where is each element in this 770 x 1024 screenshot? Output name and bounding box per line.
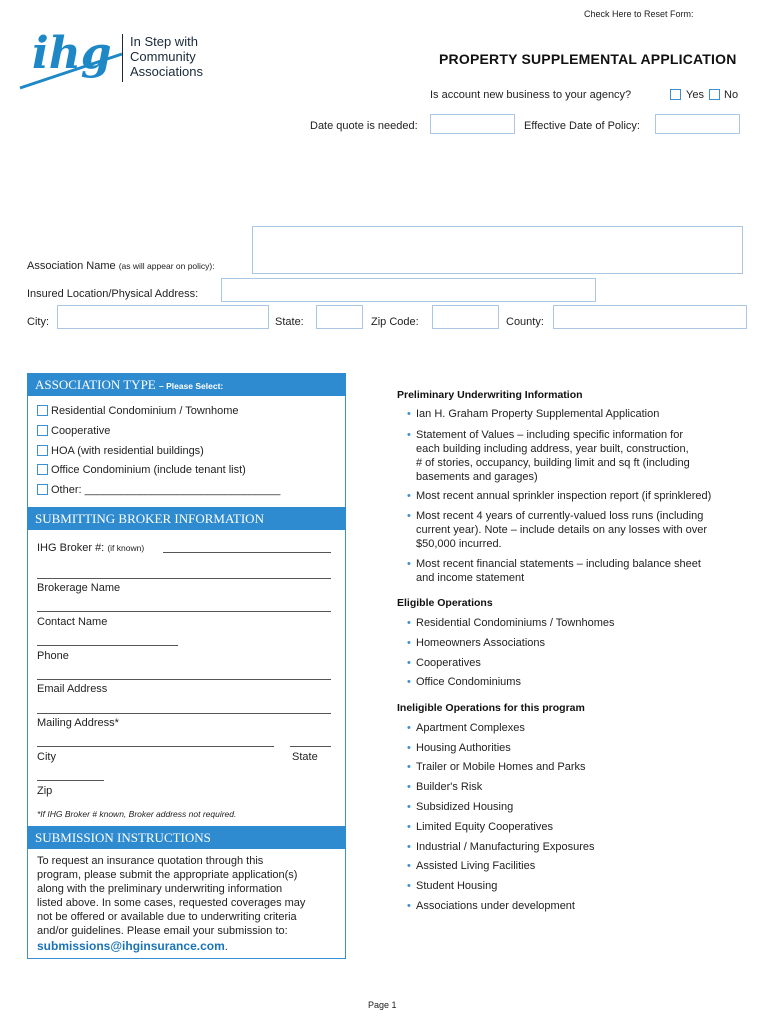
eligible-item-2: • Homeowners Associations [407,637,546,649]
prelim-item-5: • Most recent financial statements – including balance sheet and income statement [407,558,701,584]
broker-city-label: City [37,751,56,763]
association-name-note: (as will appear on policy): [118,261,215,271]
ineligible-item-6: • Limited Equity Cooperatives [407,821,553,833]
ineligible-item-9: • Student Housing [407,880,498,892]
type-office-checkbox[interactable] [37,464,48,475]
ineligible-item-8: • Assisted Living Facilities [407,860,536,872]
city-line[interactable] [37,746,274,747]
eligible-item-1: • Residential Condominiums / Townhomes [407,617,615,629]
contact-name-line[interactable] [37,611,331,612]
broker-heading: SUBMITTING BROKER INFORMATION [27,507,346,530]
date-quote-label: Date quote is needed: [310,120,418,132]
insured-location-label: Insured Location/Physical Address: [27,288,199,300]
brokerage-name-line[interactable] [37,578,331,579]
mailing-address-line[interactable] [37,713,331,714]
ineligible-item-10: • Associations under development [407,900,575,912]
ihg-logo [18,22,128,96]
reset-form-label[interactable]: Check Here to Reset Form: [584,9,694,19]
phone-label: Phone [37,650,69,662]
ineligible-item-5: • Subsidized Housing [407,801,514,813]
state-line[interactable] [290,746,331,747]
yes-label: Yes [686,89,704,101]
broker-number-label: IHG Broker #: (if known) [37,542,145,554]
state-label: State: [275,316,304,328]
submission-line-2: program, please submit the appropriate application(s) [37,869,298,881]
broker-zip-label: Zip [37,785,53,797]
logo-tagline-1: In Step with [130,34,198,49]
submission-email-link[interactable]: submissions@ihginsurance.com [37,939,225,953]
brokerage-name-label: Brokerage Name [37,582,121,594]
no-label: No [724,89,739,101]
prelim-item-1: • Ian H. Graham Property Supplemental Application [407,408,660,420]
broker-footnote: *If IHG Broker # known, Broker address not required. [37,809,237,819]
new-business-question: Is account new business to your agency? [430,89,632,101]
phone-line[interactable] [37,645,178,646]
type-cooperative-label: Cooperative [51,425,111,437]
type-other-label[interactable]: Other: ________________________________ [51,484,281,496]
submission-heading: SUBMISSION INSTRUCTIONS [27,826,346,849]
preliminary-heading: Preliminary Underwriting Information [397,389,583,401]
county-field[interactable] [553,305,747,329]
submission-line-4: listed above. In some cases, requested coverages may [37,897,306,909]
broker-state-label: State [292,751,318,763]
ineligible-item-7: • Industrial / Manufacturing Exposures [407,841,595,853]
type-office-label: Office Condominium (include tenant list) [51,464,246,476]
mailing-address-label: Mailing Address* [37,717,119,729]
eligible-heading: Eligible Operations [397,597,493,609]
type-hoa-checkbox[interactable] [37,445,48,456]
type-cooperative-checkbox[interactable] [37,425,48,436]
association-name-field[interactable] [252,226,743,274]
type-other-checkbox[interactable] [37,484,48,495]
prelim-item-2: • Statement of Values – including specific information for each building including address, year built, construction, # of stories, occupancy, building limit and sq ft (including basements and garages) [407,429,690,483]
city-field[interactable] [57,305,269,329]
ineligible-item-4: • Builder's Risk [407,781,483,793]
email-line[interactable] [37,679,331,680]
logo-tagline-2: Community [130,49,196,64]
logo-tagline-3: Associations [130,64,203,79]
broker-number-line[interactable] [163,552,331,553]
eligible-item-4: • Office Condominiums [407,676,521,688]
county-label: County: [506,316,544,328]
ineligible-item-1: • Apartment Complexes [407,722,525,734]
zip-line[interactable] [37,780,104,781]
insured-location-field[interactable] [221,278,596,302]
date-quote-field[interactable] [430,114,515,134]
email-label: Email Address [37,683,108,695]
contact-name-label: Contact Name [37,616,108,628]
new-business-no-checkbox[interactable] [709,89,720,100]
zip-field[interactable] [432,305,499,329]
submission-line-3: along with the preliminary underwriting information [37,883,283,895]
new-business-yes-checkbox[interactable] [670,89,681,100]
page-number: Page 1 [368,1000,397,1010]
logo-word: ihg [32,28,112,79]
state-field[interactable] [316,305,363,329]
association-type-heading: ASSOCIATION TYPE – Please Select: [27,373,346,396]
submission-line-6: and/or guidelines. Please email your submission to: [37,925,288,937]
eligible-item-3: • Cooperatives [407,657,481,669]
type-residential-label: Residential Condominium / Townhome [51,405,239,417]
submission-line-1: To request an insurance quotation through this [37,855,264,867]
logo-divider [122,34,123,82]
prelim-item-3: • Most recent annual sprinkler inspection report (if sprinklered) [407,490,712,502]
prelim-item-4: • Most recent 4 years of currently-valued loss runs (including current year). Note – include details on any losses with over $50,000 incurred. [407,510,708,550]
effective-date-label: Effective Date of Policy: [524,120,640,132]
ineligible-item-3: • Trailer or Mobile Homes and Parks [407,761,586,773]
submission-email-row: submissions@ihginsurance.com. [37,939,228,953]
ineligible-item-2: • Housing Authorities [407,742,511,754]
city-label: City: [27,316,49,328]
association-name-label: Association Name (as will appear on policy): [27,260,215,272]
type-hoa-label: HOA (with residential buildings) [51,445,204,457]
page-title: PROPERTY SUPPLEMENTAL APPLICATION [439,51,737,67]
zip-label: Zip Code: [371,316,419,328]
ineligible-heading: Ineligible Operations for this program [397,702,585,714]
type-residential-checkbox[interactable] [37,405,48,416]
effective-date-field[interactable] [655,114,740,134]
submission-line-5: not be offered or available due to underwriting criteria [37,911,297,923]
